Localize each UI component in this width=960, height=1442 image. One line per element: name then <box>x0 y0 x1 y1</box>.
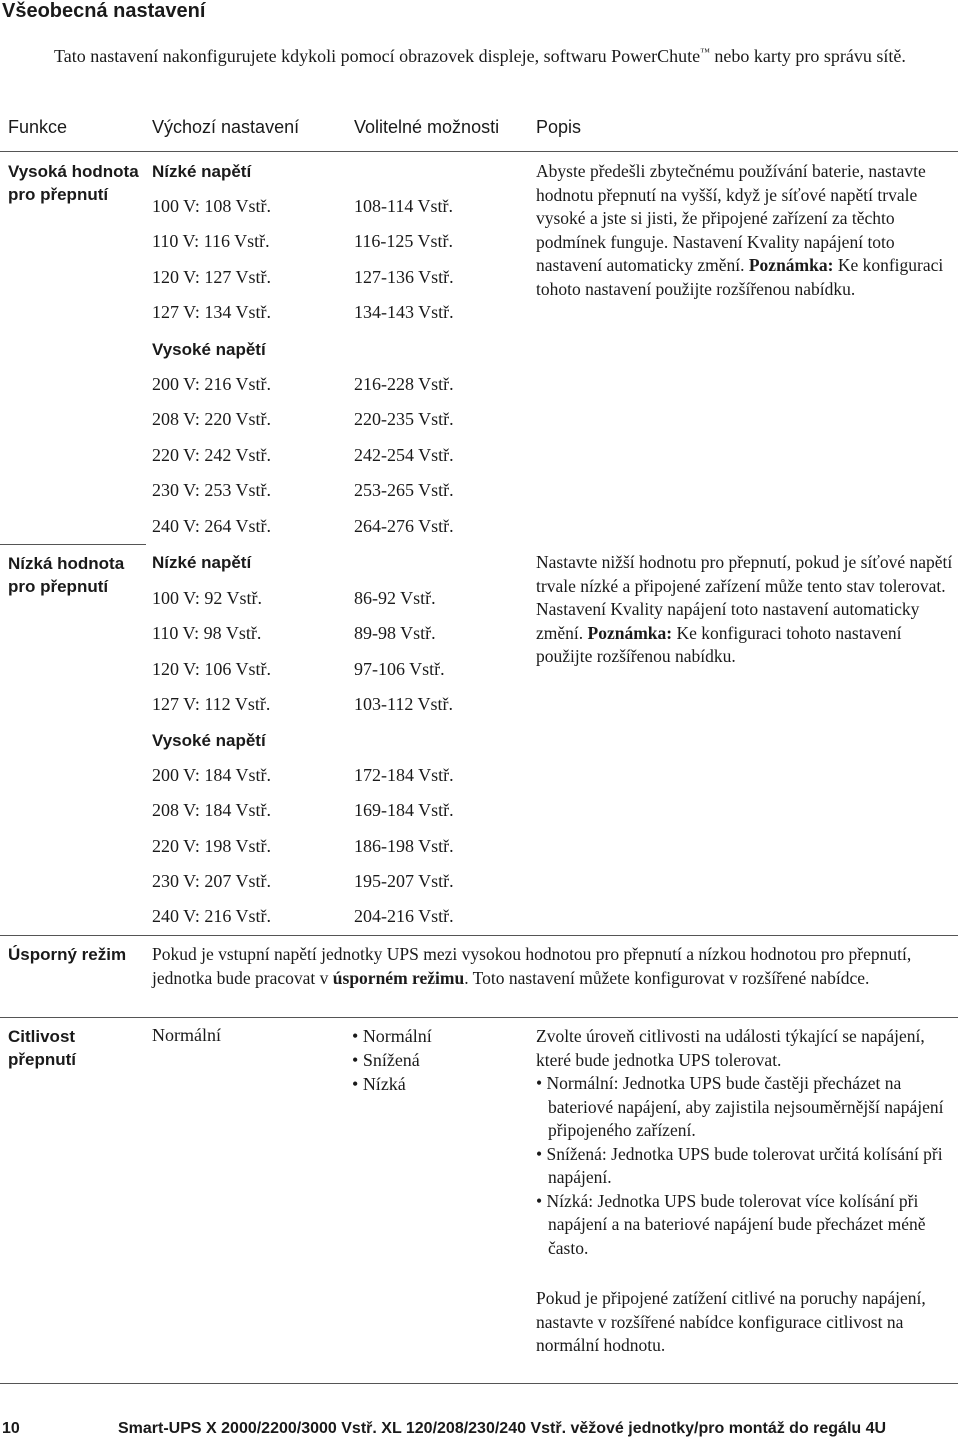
description-text-end: . Toto nastavení můžete konfigurovat v rozšířené nabídce. <box>464 967 870 988</box>
default-value: 240 V: 264 Vstř. <box>152 516 272 536</box>
option-range: 116-125 Vstř. <box>354 231 453 251</box>
row-divider <box>0 544 146 545</box>
default-value: 100 V: 108 Vstř. <box>152 196 272 216</box>
page-number: 10 <box>2 1420 20 1437</box>
option-range: 264-276 Vstř. <box>354 516 454 536</box>
note-label: Poznámka: <box>587 622 673 643</box>
sensitivity-options-list <box>352 1024 432 1096</box>
row-label-low-transfer: Nízká hodnota pro přepnutí <box>8 554 125 596</box>
default-value: Normální <box>152 1025 221 1045</box>
description-text: Nastavte nižší hodnotu pro přepnutí, pokud je síťové napětí trvale nízké a připojené zařízení může tento stav tolerovat. Nastavení Kvality napájení toto nastavení automaticky změní. <box>536 552 953 643</box>
option-range: 127-136 Vstř. <box>354 267 454 287</box>
option-item: • Nízká <box>352 1072 432 1096</box>
column-header-default: Výchozí nastavení <box>152 117 300 137</box>
page-heading: Všeobecná nastavení <box>2 0 206 22</box>
option-range: 242-254 Vstř. <box>354 445 454 465</box>
level-item: • Nízká: Jednotka UPS bude tolerovat více kolísání při napájení a na bateriové napájení bude přecházet méně často. <box>536 1190 958 1261</box>
option-range: 89-98 Vstř. <box>354 623 436 643</box>
default-value: 208 V: 184 Vstř. <box>152 800 272 820</box>
default-value: 208 V: 220 Vstř. <box>152 409 272 429</box>
default-value: 120 V: 127 Vstř. <box>152 267 272 287</box>
row-label-high-transfer: Vysoká hodnota pro přepnutí <box>8 162 139 204</box>
note-text: Ke konfiguraci tohoto nastavení použijte rozšířenou nabídku. <box>536 622 902 666</box>
level-item: • Normální: Jednotka UPS bude častěji přecházet na bateriové napájení, aby zajistila nejsouměrnější napájení připojeného zařízení. <box>536 1072 958 1143</box>
intro-text: Tato nastavení nakonfigurujete kdykoli pomocí obrazovek displeje, softwaru PowerChute <box>54 46 701 66</box>
default-value: 110 V: 98 Vstř. <box>152 623 262 643</box>
option-range: 172-184 Vstř. <box>354 765 454 785</box>
option-item: • Snížená <box>352 1048 432 1072</box>
option-range: 186-198 Vstř. <box>354 836 454 856</box>
intro-paragraph <box>54 42 960 67</box>
column-header-funkce: Funkce <box>8 117 68 137</box>
option-range: 86-92 Vstř. <box>354 588 436 608</box>
row-label-sensitivity: Citlivost přepnutí <box>8 1027 76 1069</box>
option-range: 97-106 Vstř. <box>354 659 445 679</box>
description-eco-mode <box>152 943 958 990</box>
sensitivity-levels-list <box>536 1072 958 1260</box>
default-value: 220 V: 242 Vstř. <box>152 445 272 465</box>
table-header-rule <box>0 151 958 152</box>
description-high-transfer <box>536 160 958 301</box>
default-value: 127 V: 112 Vstř. <box>152 694 271 714</box>
row-label-eco-mode: Úsporný režim <box>8 945 127 964</box>
subheading-low-voltage: Nízké napětí <box>152 162 252 181</box>
intro-text-end: nebo karty pro správu sítě. <box>709 46 906 66</box>
row-divider <box>0 1017 958 1018</box>
subheading-high-voltage: Vysoké napětí <box>152 731 266 750</box>
default-value: 120 V: 106 Vstř. <box>152 659 272 679</box>
subheading-low-voltage: Nízké napětí <box>152 553 252 572</box>
subheading-high-voltage: Vysoké napětí <box>152 340 266 359</box>
trademark-mark: ™ <box>700 47 710 58</box>
description-low-transfer <box>536 551 958 669</box>
option-range: 220-235 Vstř. <box>354 409 454 429</box>
default-value: 110 V: 116 Vstř. <box>152 231 270 251</box>
option-range: 134-143 Vstř. <box>354 302 454 322</box>
note-label: Poznámka: <box>748 255 834 275</box>
default-value: 127 V: 134 Vstř. <box>152 302 272 322</box>
column-header-options: Volitelné možnosti <box>354 117 500 137</box>
default-value: 200 V: 184 Vstř. <box>152 765 272 785</box>
option-range: 204-216 Vstř. <box>354 906 454 926</box>
option-range: 169-184 Vstř. <box>354 800 454 820</box>
default-value: 200 V: 216 Vstř. <box>152 374 272 394</box>
table-bottom-rule <box>0 1383 958 1384</box>
note-text: Ke konfiguraci tohoto nastavení použijte rozšířenou nabídku. <box>536 255 944 299</box>
option-range: 103-112 Vstř. <box>354 694 453 714</box>
default-value: 100 V: 92 Vstř. <box>152 588 263 608</box>
description-sensitivity <box>536 1025 958 1260</box>
option-range: 195-207 Vstř. <box>354 871 454 891</box>
option-item: • Normální <box>352 1024 432 1048</box>
eco-mode-term: úsporném režimu <box>332 967 465 988</box>
option-range: 253-265 Vstř. <box>354 480 454 500</box>
footer-title: Smart-UPS X 2000/2200/3000 Vstř. XL 120/208/230/240 Vstř. věžové jednotky/pro montáž do regálu 4U <box>118 1420 887 1437</box>
option-range: 216-228 Vstř. <box>354 374 454 394</box>
description-text: Abyste předešli zbytečnému používání baterie, nastavte hodnotu přepnutí na vyšší, když je síťové napětí trvale vysoké a jste si jisti, že připojené zařízení za těchto podmínek funguje. Nastavení Kvality napájení toto nastavení automaticky změní. <box>536 161 926 275</box>
description-text: Pokud je vstupní napětí jednotky UPS mezi vysokou hodnotou pro přepnutí a nízkou hodnotou pro přepnutí, jednotka bude pracovat v <box>152 944 912 988</box>
default-value: 220 V: 198 Vstř. <box>152 836 272 856</box>
default-value: 230 V: 207 Vstř. <box>152 871 272 891</box>
level-item: • Snížená: Jednotka UPS bude tolerovat určitá kolísání při napájení. <box>536 1143 958 1190</box>
description-sensitivity-note: Pokud je připojené zatížení citlivé na poruchy napájení, nastavte v rozšířené nabídce konfigurace citlivost na normální hodnotu. <box>536 1288 926 1355</box>
column-header-description: Popis <box>536 117 582 137</box>
default-value: 240 V: 216 Vstř. <box>152 906 272 926</box>
option-range: 108-114 Vstř. <box>354 196 453 216</box>
default-value: 230 V: 253 Vstř. <box>152 480 272 500</box>
row-divider <box>0 935 958 936</box>
description-text: Zvolte úroveň citlivosti na události týkající se napájení, které bude jednotka UPS tolerovat. <box>536 1026 925 1070</box>
